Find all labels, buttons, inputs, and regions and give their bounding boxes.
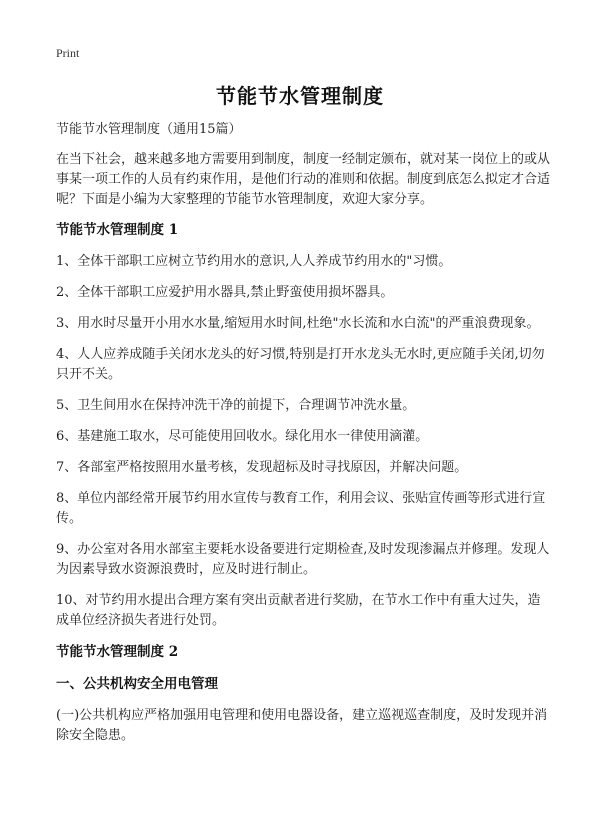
- list-item: (一)公共机构应严格加强用电管理和使用电器设备，建立巡视巡查制度，及时发现并消除安全隐患。: [56, 708, 548, 743]
- list-item: 4、人人应养成随手关闭水龙头的好习惯,特别是打开水龙头无水时,更应随手关闭,切勿只开不关。: [56, 347, 545, 382]
- list-item: 10、对节约用水提出合理方案有突出贡献者进行奖励，在节水工作中有重大过失，造成单位经济损失者进行处罚。: [56, 593, 541, 628]
- list-item: 3、用水时尽量开小用水水量,缩短用水时间,杜绝"水长流和水白流"的严重浪费现象。: [56, 316, 540, 331]
- list-item: 9、办公室对各用水部室主要耗水设备要进行定期检查,及时发现渗漏点并修理。发现人为因素导致水资源浪费时，应及时进行制止。: [56, 542, 550, 577]
- document-body: [56, 120, 550, 757]
- list-item: 5、卫生间用水在保持冲洗干净的前提下，合理调节冲洗水量。: [56, 398, 416, 413]
- section-subheading: 一、公共机构安全用电管理: [56, 676, 218, 692]
- print-label: Print: [56, 46, 80, 60]
- intro-paragraph: 在当下社会，越来越多地方需要用到制度，制度一经制定颁布，就对某一岗位上的或从事某一项工作的人员有约束作用，是他们行动的准则和依据。制度到底怎么拟定才合适呢？下面是小编为大家整理的节能节水管理制度，欢迎大家分享。: [56, 152, 551, 207]
- list-item: 8、单位内部经常开展节约用水宣传与教育工作，利用会议、张贴宣传画等形式进行宣传。: [56, 491, 546, 526]
- section-heading-1: 节能节水管理制度 1: [56, 222, 179, 238]
- document-subtitle: 节能节水管理制度（通用15篇）: [56, 122, 242, 137]
- section-heading-2: 节能节水管理制度 2: [56, 644, 179, 660]
- page-title: 节能节水管理制度: [216, 84, 384, 108]
- list-item: 7、各部室严格按照用水量考核，发现超标及时寻找原因，并解决问题。: [56, 460, 468, 475]
- list-item: 2、全体干部职工应爱护用水器具,禁止野蛮使用损坏器具。: [56, 285, 394, 300]
- list-item: 1、全体干部职工应树立节约用水的意识,人人养成节约用水的"习惯。: [56, 254, 452, 269]
- list-item: 6、基建施工取水，尽可能使用回收水。绿化用水一律使用滴灌。: [56, 429, 429, 444]
